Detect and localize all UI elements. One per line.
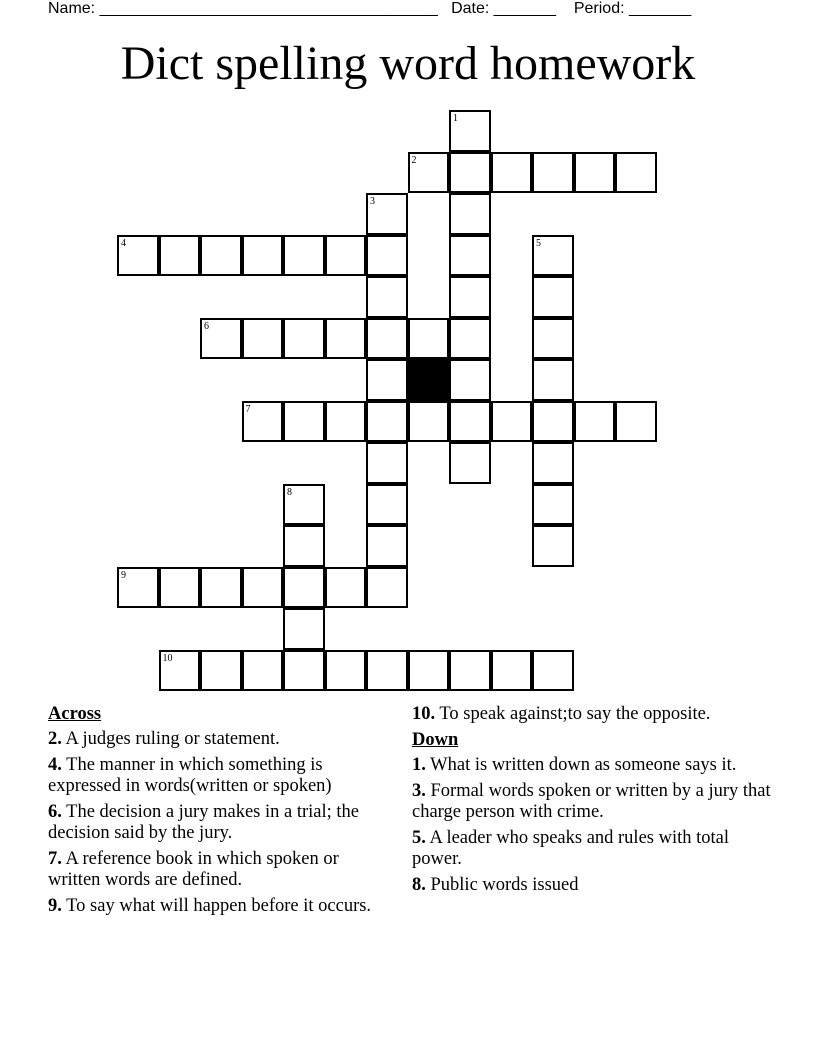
grid-cell[interactable]	[532, 276, 574, 318]
grid-cell[interactable]	[242, 567, 284, 609]
clue-number: 3	[370, 196, 375, 207]
grid-cell[interactable]	[283, 401, 325, 443]
clue-across-7: 7. A reference book in which spoken or written words are defined.	[48, 849, 339, 890]
clue-number: 2	[411, 154, 417, 166]
black-cell	[408, 359, 450, 401]
clue-number: 4	[121, 237, 126, 249]
clue-number: 1	[453, 113, 458, 124]
grid-cell[interactable]	[408, 401, 450, 443]
date-label: Date:	[451, 0, 490, 17]
clue-number: 10	[162, 652, 173, 664]
grid-cell[interactable]	[532, 359, 574, 401]
grid-cell[interactable]	[408, 650, 450, 692]
grid-cell[interactable]	[366, 525, 408, 567]
grid-cell[interactable]	[366, 401, 408, 443]
across-heading: Across	[48, 704, 102, 724]
grid-cell[interactable]	[449, 442, 491, 484]
clue-down-8: 8. Public words issued	[412, 875, 579, 895]
grid-cell[interactable]	[449, 152, 491, 194]
grid-cell[interactable]	[366, 193, 408, 235]
grid-cell[interactable]	[283, 484, 325, 526]
grid-cell[interactable]	[242, 650, 284, 692]
grid-cell[interactable]	[408, 318, 450, 360]
grid-cell[interactable]	[200, 567, 242, 609]
grid-cell[interactable]	[325, 567, 367, 609]
grid-cell[interactable]	[491, 152, 533, 194]
clue-down-5: 5. A leader who speaks and rules with total power.	[412, 828, 730, 869]
grid-cell[interactable]	[366, 318, 408, 360]
clue-number: 7	[245, 403, 251, 415]
date-field[interactable]: _______	[493, 0, 557, 17]
grid-cell[interactable]	[615, 152, 657, 194]
grid-cell[interactable]	[532, 484, 574, 526]
grid-cell[interactable]	[200, 235, 242, 277]
grid-cell[interactable]	[200, 650, 242, 692]
grid-cell[interactable]	[159, 567, 201, 609]
grid-cell[interactable]	[242, 401, 284, 443]
clues-column-1	[48, 704, 393, 922]
grid-cell[interactable]	[574, 152, 616, 194]
grid-cell[interactable]	[532, 318, 574, 360]
clue-across-2: 2. A judges ruling or statement.	[48, 729, 280, 749]
grid-cell[interactable]	[283, 650, 325, 692]
clue-down-3: 3. Formal words spoken or written by a jury that charge person with crime.	[412, 781, 771, 822]
grid-cell[interactable]	[408, 152, 450, 194]
period-field[interactable]: _______	[629, 0, 692, 17]
down-heading: Down	[412, 730, 459, 750]
grid-cell[interactable]	[117, 235, 159, 277]
clue-number: 5	[536, 237, 541, 249]
grid-cell[interactable]	[159, 650, 201, 692]
grid-cell[interactable]	[449, 401, 491, 443]
name-label: Name:	[48, 0, 96, 17]
grid-cell[interactable]	[117, 567, 159, 609]
grid-cell[interactable]	[449, 193, 491, 235]
grid-cell[interactable]	[366, 442, 408, 484]
grid-cell[interactable]	[615, 401, 657, 443]
grid-cell[interactable]	[449, 235, 491, 277]
clue-number: 8	[287, 486, 292, 498]
grid-cell[interactable]	[532, 650, 574, 692]
clue-number: 9	[121, 569, 126, 581]
grid-cell[interactable]	[366, 359, 408, 401]
grid-cell[interactable]	[532, 442, 574, 484]
clue-across-10: 10. To speak against;to say the opposite.	[412, 704, 711, 724]
clue-across-9: 9. To say what will happen before it occurs.	[48, 896, 372, 916]
grid-cell[interactable]	[491, 401, 533, 443]
grid-cell[interactable]	[325, 650, 367, 692]
grid-cell[interactable]	[366, 567, 408, 609]
page-title: Dict spelling word homework	[120, 37, 696, 90]
grid-cell[interactable]	[532, 152, 574, 194]
clue-across-6: 6. The decision a jury makes in a trial; the decision said by the jury.	[48, 802, 359, 843]
grid-cell[interactable]	[283, 567, 325, 609]
grid-cell[interactable]	[532, 401, 574, 443]
grid-cell[interactable]	[366, 650, 408, 692]
grid-cell[interactable]	[532, 235, 574, 277]
grid-cell[interactable]	[449, 276, 491, 318]
name-field[interactable]: ______________________________________	[99, 0, 438, 17]
grid-cell[interactable]	[532, 525, 574, 567]
grid-cell[interactable]	[366, 235, 408, 277]
grid-cell[interactable]	[449, 110, 491, 152]
grid-cell[interactable]	[449, 650, 491, 692]
grid-cell[interactable]	[449, 318, 491, 360]
grid-cell[interactable]	[449, 359, 491, 401]
grid-cell[interactable]	[325, 401, 367, 443]
grid-cell[interactable]	[325, 318, 367, 360]
grid-cell[interactable]	[283, 525, 325, 567]
grid-cell[interactable]	[366, 484, 408, 526]
grid-cell[interactable]	[574, 401, 616, 443]
grid-cell[interactable]	[366, 276, 408, 318]
grid-cell[interactable]	[491, 650, 533, 692]
grid-cell[interactable]	[242, 235, 284, 277]
grid-cell[interactable]	[283, 318, 325, 360]
grid-cell[interactable]	[159, 235, 201, 277]
grid-cell[interactable]	[283, 608, 325, 650]
grid-cell[interactable]	[283, 235, 325, 277]
clue-down-1: 1. What is written down as someone says it.	[412, 755, 737, 775]
clues-column-2	[412, 704, 782, 901]
grid-cell[interactable]	[325, 235, 367, 277]
header-fields	[48, 0, 691, 18]
period-label: Period:	[573, 0, 625, 17]
grid-cell[interactable]	[200, 318, 242, 360]
clue-across-4: 4. The manner in which something is expressed in words(written or spoken)	[48, 755, 332, 796]
clue-number: 6	[204, 320, 209, 332]
grid-cell[interactable]	[242, 318, 284, 360]
